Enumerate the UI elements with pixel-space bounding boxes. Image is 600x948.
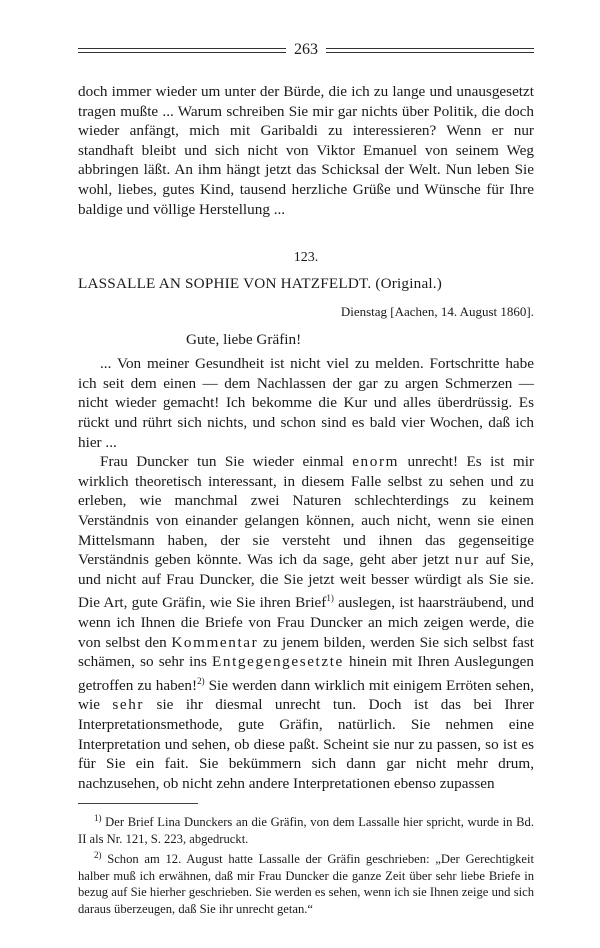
letter-paragraph-2: Frau Duncker tun Sie wieder einmal enorm unrecht! Es ist mir wirklich theoretisch interessant, in diesem Falle selbst zu sehen und zu erleben, wie manchmal zwei Naturen schlechterdings zu keinem Verständnis von einander gelangen können, auch nicht, wenn sie einen Mittelsmann haben, der sie versteht und ihnen das gegenseitige Verständnis geben könnte. Was ich da sage, geht aber jetzt nur auf Sie, und nicht auf Frau Duncker, die Sie jetzt weit besser würdigt als Sie sie. Die Art, gute Gräfin, wie Sie ihren Brief$^{1)}$ auslegen, ist haarsträubend, und wenn ich Ihnen die Briefe von Frau Duncker an mich zeigen werde, die von selbst den Kommentar zu jenem bilden, werden Sie sich selbst fast schämen, so sehr ins Entgegengesetzte hinein mit Ihren Auslegungen getroffen zu haben!$^{2)}$ Sie werden dann wirklich mit einigem Erröten sehen, wie sehr sie ihr diesmal unrecht tun. Doch ist das bei Ihrer Interpretationsmethode, gute Gräfin, natürlich. Sie nehmen eine Interpretation und sehen, ob diese paßt. Scheint sie nur zu passen, so ist es für Sie ein fait. Sie bekümmern sich dann gar nicht mehr drum, nachzusehen, ob nicht zehn andere Interpretationen ebenso zupassen xyxy=(78,453,535,792)
book-page xyxy=(78,40,534,917)
letter-number: 123. xyxy=(293,250,319,266)
header-rule-right xyxy=(326,48,534,53)
salutation: Gute, liebe Gräfin! xyxy=(186,331,302,349)
emphasis-kommentar: Kommentar xyxy=(171,633,259,651)
emphasis-sehr: sehr xyxy=(112,696,145,714)
footnote-1: $^{1)}$ Der Brief Lina Dunckers an die Gräfin, von dem Lassalle hier spricht, wurde in Bd. II als Nr. 121, S. 223, abgedruckt. xyxy=(78,813,534,846)
footnote-rule xyxy=(78,803,198,804)
footnote-ref-1: 1) xyxy=(326,593,334,604)
continuation-paragraph: doch immer wieder um unter der Bürde, die ich zu lange und unausgesetzt tragen mußte ... Warum schreiben Sie mir gar nichts über Politik, die doch wieder anfängt, mich mit Garibaldi zu interessieren? Wenn er nur standhaft bleibt und sich nicht von Viktor Emanuel von seinem Weg abbringen läßt. An ihm hängt jetzt das Schicksal der Welt. Nun leben Sie wohl, liebes, gutes Kind, tausend herzliche Grüße und Wünsche für Ihre baldige und völlige Herstellung ... xyxy=(78,83,534,218)
footnote-ref-2: 2) xyxy=(197,675,205,686)
letter-paragraph-1: ... Von meiner Gesundheit ist nicht viel zu melden. Fortschritte habe ich seit dem einen — dem Nachlassen der gar zu argen Schmerzen — nicht wieder gemacht! Ich bekomme die Kur und alles überdrüssig. Es rückt und rührt sich nichts, und schon sind es bald vier Wochen, daß ich hier ... xyxy=(78,355,534,451)
page-header xyxy=(78,40,534,60)
letter-date: Dienstag [Aachen, 14. August 1860]. xyxy=(340,304,534,320)
letter-title: LASSALLE AN SOPHIE VON HATZFELDT. (Original.) xyxy=(78,275,443,293)
header-rule-left xyxy=(78,48,286,53)
emphasis-entgegengesetzte: Entgegengesetzte xyxy=(212,653,344,671)
page-number: 263 xyxy=(294,41,318,58)
emphasis-enorm: enorm xyxy=(352,453,400,471)
footnote-2: $^{2)}$ Schon am 12. August hatte Lassalle der Gräfin geschrieben: „Der Gerechtigkeit halber muß ich erwähnen, daß mir Frau Duncker die ganze Zeit über sehr liebe Briefe in bezug auf Sie hierher geschrieben. Sie werden es sehen, wenn ich sie Ihnen zeige und sich daraus überzeugen, daß Sie ihr unrecht getan.“ xyxy=(78,850,534,916)
emphasis-nur: nur xyxy=(454,551,480,569)
